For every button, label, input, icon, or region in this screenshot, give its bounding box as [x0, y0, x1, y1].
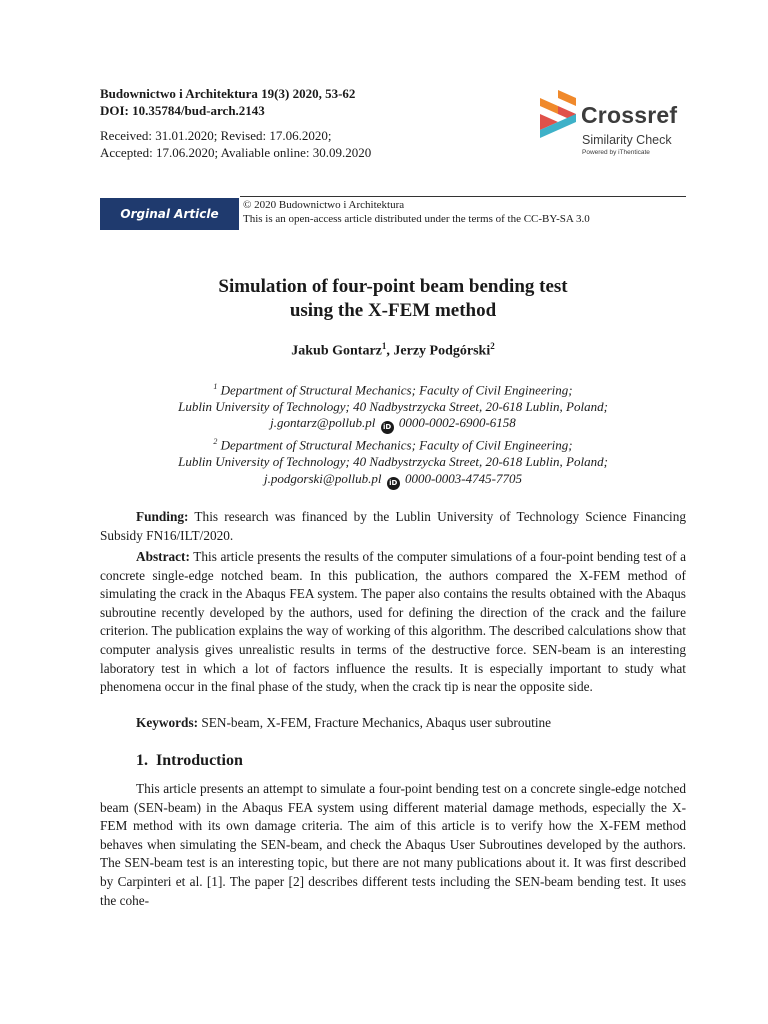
orcid-icon[interactable]: iD — [381, 421, 394, 434]
author-name: Jakub Gontarz — [291, 343, 382, 359]
article-type-badge: Orginal Article — [100, 198, 239, 230]
keywords-text: SEN-beam, X-FEM, Fracture Mechanics, Abaqus user subroutine — [198, 715, 552, 730]
funding-paragraph — [100, 508, 686, 545]
abstract-paragraph — [100, 548, 686, 697]
crossref-mark-icon — [540, 90, 576, 140]
intro-paragraph: This article presents an attempt to simulate a four-point bending test on a concrete single-edge notched beam (SEN-beam) in the Abaqus FEA system using different material damage methods, especially the X-FEM method with its own damage criteria. The aim of this article is to verify how the X-FEM method behaves when simulating the SEN-beam, and check the Abaqus User Subroutines developed by the authors. The SEN-beam test is an interesting topic, but there are not many publications about it. It was first described by Carpinteri et al. [1]. The paper [2] describes different tests including the SEN-beam bending test. It uses the cohe- — [100, 781, 686, 908]
affil-marker: 2 — [213, 437, 218, 447]
funding-label: Funding: — [136, 509, 189, 524]
section-number: 1. — [136, 752, 148, 769]
section-heading — [136, 752, 243, 770]
received-line: Received: 31.01.2020; Revised: 17.06.2020; — [100, 128, 332, 143]
header-rule — [240, 196, 686, 197]
crossref-subtitle: Similarity Check — [582, 133, 672, 147]
orcid-icon[interactable]: iD — [387, 477, 400, 490]
open-access-line: This is an open-access article distributed under the terms of the CC-BY-SA 3.0 — [243, 212, 590, 225]
section-title: Introduction — [156, 752, 243, 769]
orcid-id[interactable]: 0000-0002-6900-6158 — [398, 415, 516, 431]
author-affil-marker: 1 — [381, 341, 387, 351]
title-line-1: Simulation of four-point beam bending test — [218, 276, 568, 297]
journal-citation — [100, 85, 355, 119]
author-list — [100, 341, 686, 360]
paper-title — [100, 275, 686, 323]
affiliations — [100, 379, 686, 490]
email-link[interactable]: j.gontarz@pollub.pl — [270, 415, 376, 431]
affiliation-line: Lublin University of Technology; 40 Nadbystrzycka Street, 20-618 Lublin, Poland; — [178, 454, 608, 470]
crossref-name: Crossref — [581, 102, 678, 128]
abstract-text: This article presents the results of the computer simulations of a four-point bending test of a concrete single-edge notched beam. In this publication, the authors compared the X-FEM method of simulating the crack in the Abaqus FEA system. The paper also contains the results obtained with the Abaqus subroutine recently developed by the authors, used for defining the direction of the crack and the failure criterion. The publication explains the way of working of this algorithm. The described calculations show that computer analysis gives unrealistic results in terms of the destructive force. SEN-beam is an interesting laboratory test in which a lot of factors influence the results. It is especially important to study what phenomena occur in the final phase of the study, when the crack tip is near the opposite side. — [100, 549, 686, 695]
crossref-powered: Powered by iThenticate — [582, 149, 650, 156]
article-dates — [100, 127, 371, 161]
affiliation-line: $^1$ Department of Structural Mechanics; Faculty of Civil Engineering; — [213, 382, 573, 398]
crossref-logo[interactable] — [540, 88, 700, 163]
abstract-label: Abstract: — [136, 549, 190, 564]
funding-text: This research was financed by the Lublin University of Technology Science Financing Subsidy FN16/ILT/2020. — [100, 509, 686, 543]
keywords-paragraph — [100, 714, 686, 733]
contact-line — [100, 415, 686, 434]
author-separator: , — [386, 343, 394, 359]
affil-marker: 1 — [213, 382, 218, 391]
copyright-line: © 2020 Budownictwo i Architektura — [243, 199, 405, 211]
affiliation-line: $^2$ Department of Structural Mechanics; Faculty of Civil Engineering; — [213, 437, 573, 453]
doi-line: DOI: 10.35784/bud-arch.2143 — [100, 103, 265, 118]
journal-line: Budownictwo i Architektura 19(3) 2020, 53-62 — [100, 86, 356, 101]
accepted-line: Accepted: 17.06.2020; Avaliable online: 30.09.2020 — [100, 145, 372, 160]
title-line-2: using the X-FEM method — [289, 300, 497, 321]
contact-line — [100, 471, 686, 490]
affiliation-line: Lublin University of Technology; 40 Nadbystrzycka Street, 20-618 Lublin, Poland; — [178, 398, 608, 414]
orcid-id[interactable]: 0000-0003-4745-7705 — [404, 470, 522, 486]
license-note — [243, 199, 590, 226]
author-name: Jerzy Podgórski — [393, 343, 491, 359]
author-affil-marker: 2 — [490, 341, 495, 351]
keywords-label: Keywords: — [136, 715, 199, 730]
email-link[interactable]: j.podgorski@pollub.pl — [264, 470, 382, 486]
